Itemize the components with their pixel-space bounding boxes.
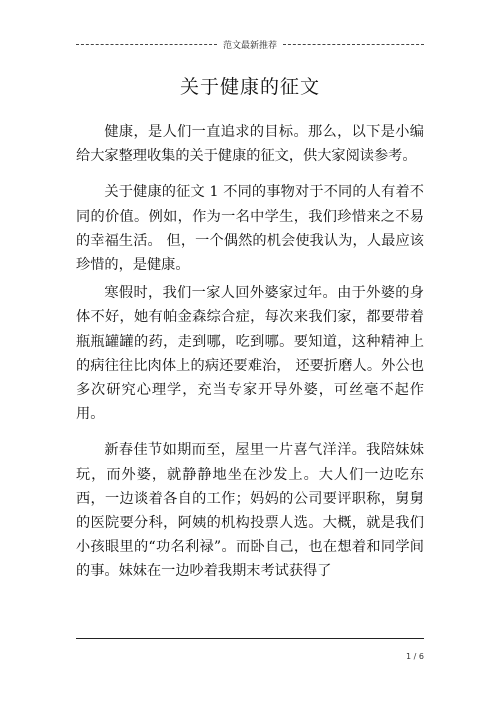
header-label: 范文最新推荐 [223,41,278,51]
paragraph-1: 关于健康的征文 1 不同的事物对于不同的人有着不同的价值。例如，作为一名中学生，我们珍惜来之不易的幸福生活。 但，一个偶然的机会使我认为，人最应该珍惜的，是健康。 [76,184,424,274]
footer-divider [76,638,424,639]
paragraph-3: 新春佳节如期而至，屋里一片喜气洋洋。我陪妹妹玩，而外婆，就静静地坐在沙发上。大人们一边吃东西，一边谈着各自的工作；妈妈的公司要评职称，舅舅的医院要分科，阿姨的机构投票人选。大概，就是我们小孩眼里的“功名利禄”。而卧自己，也在想着和同学间的事。妹妹在一边吵着我期末考试获得了 [76,442,424,580]
document-title: 关于健康的征文 [179,76,320,98]
paragraph-2: 寒假时，我们一家人回外婆家过年。由于外婆的身体不好，她有帕金森综合症，每次来我们家，都要带着瓶瓶罐罐的药，走到哪，吃到哪。要知道，这种精神上的病往往比肉体上的病还要难治， 还要折磨人。外公也多次研究心理学，充当专家开导外婆，可丝毫不起作用。 [76,285,424,423]
page-header [76,38,424,51]
document-body [76,120,424,596]
page-number: 1 / 6 [406,652,424,661]
paragraph-intro: 健康，是人们一直追求的目标。那么，以下是小编给大家整理收集的关于健康的征文，供大家阅读参考。 [76,124,424,165]
header-dashed-line-right [283,44,424,45]
header-dashed-line-left [76,44,217,45]
